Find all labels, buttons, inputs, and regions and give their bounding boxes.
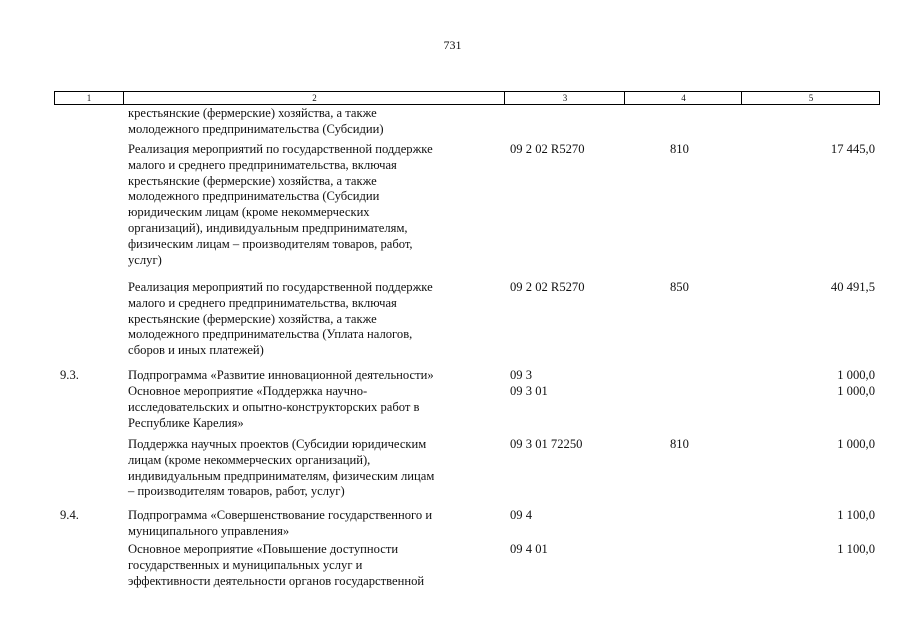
description-line: крестьянские (фермерские) хозяйства, а также bbox=[128, 311, 377, 326]
description-line: Основное мероприятие «Повышение доступности bbox=[128, 542, 399, 556]
row-code: 09 2 02 R5270 bbox=[510, 280, 585, 294]
description-line: – производителям товаров, работ, услуг) bbox=[128, 484, 345, 499]
header-col-5: 5 bbox=[741, 92, 880, 104]
row-description bbox=[128, 542, 424, 589]
description-line: молодежного предпринимательства (Субсидии) bbox=[128, 121, 384, 136]
row-amount: 17 445,0 bbox=[830, 142, 875, 156]
description-line: крестьянские (фермерские) хозяйства, а также bbox=[128, 106, 377, 120]
description-line: организаций), индивидуальным предпринимателям, bbox=[128, 220, 408, 235]
row-amount: 1 000,0 bbox=[837, 368, 875, 382]
description-line: государственных и муниципальных услуг и bbox=[128, 557, 363, 572]
description-line: молодежного предпринимательства (Субсидии bbox=[128, 189, 380, 204]
row-amount: 1 100,0 bbox=[837, 508, 875, 522]
row-amount: 1 100,0 bbox=[837, 542, 875, 556]
description-line: физическим лицам – производителям товаров, работ, bbox=[128, 236, 413, 251]
row-code: 09 2 02 R5270 bbox=[510, 142, 585, 156]
description-line: сборов и иных платежей) bbox=[128, 343, 264, 358]
row-description bbox=[128, 508, 432, 540]
description-line: малого и среднего предпринимательства, включая bbox=[128, 157, 397, 172]
description-line: Поддержка научных проектов (Субсидии юридическим bbox=[128, 437, 427, 451]
row-amount: 40 491,5 bbox=[830, 280, 875, 294]
description-line: Основное мероприятие «Поддержка научно- bbox=[128, 384, 368, 398]
row-number: 9.3. bbox=[60, 368, 79, 382]
description-line: услуг) bbox=[128, 252, 162, 267]
header-col-1: 1 bbox=[86, 93, 92, 103]
row-expense-type: 850 bbox=[670, 280, 689, 294]
description-line: лицам (кроме некоммерческих организаций), bbox=[128, 452, 371, 467]
row-number: 9.4. bbox=[60, 508, 79, 522]
row-amount: 1 000,0 bbox=[837, 384, 875, 398]
header-col-2: 2 bbox=[123, 92, 505, 104]
row-description bbox=[128, 142, 433, 268]
row-description bbox=[128, 106, 384, 138]
row-code: 09 4 bbox=[510, 508, 533, 522]
row-code: 09 3 01 bbox=[510, 384, 548, 398]
row-description bbox=[128, 437, 434, 500]
description-line: Реализация мероприятий по государственной поддержке bbox=[128, 142, 433, 156]
description-line: Республике Карелия» bbox=[128, 415, 244, 430]
description-line: исследовательских и опытно-конструкторских работ в bbox=[128, 399, 420, 414]
description-line: индивидуальным предпринимателям, физическим лицам bbox=[128, 468, 435, 483]
row-code: 09 3 bbox=[510, 368, 533, 382]
description-line: молодежного предпринимательства (Уплата налогов, bbox=[128, 327, 413, 342]
description-line: крестьянские (фермерские) хозяйства, а также bbox=[128, 173, 377, 188]
description-line: юридическим лицам (кроме некоммерческих bbox=[128, 205, 370, 220]
row-amount: 1 000,0 bbox=[837, 437, 875, 451]
row-description bbox=[128, 368, 434, 384]
description-line: Подпрограмма «Совершенствование государственного и bbox=[128, 508, 433, 522]
row-code: 09 4 01 bbox=[510, 542, 548, 556]
header-col-4: 4 bbox=[624, 92, 742, 104]
description-line: малого и среднего предпринимательства, включая bbox=[128, 295, 397, 310]
row-expense-type: 810 bbox=[670, 142, 689, 156]
description-line: Подпрограмма «Развитие инновационной деятельности» bbox=[128, 368, 434, 382]
row-description bbox=[128, 384, 420, 431]
table-header-row bbox=[54, 91, 880, 105]
header-col-3: 3 bbox=[504, 92, 625, 104]
description-line: эффективности деятельности органов государственной bbox=[128, 573, 425, 588]
row-expense-type: 810 bbox=[670, 437, 689, 451]
row-code: 09 3 01 72250 bbox=[510, 437, 583, 451]
row-description bbox=[128, 280, 433, 359]
description-line: муниципального управления» bbox=[128, 523, 290, 538]
page-number: 731 bbox=[443, 38, 462, 52]
description-line: Реализация мероприятий по государственной поддержке bbox=[128, 280, 433, 294]
